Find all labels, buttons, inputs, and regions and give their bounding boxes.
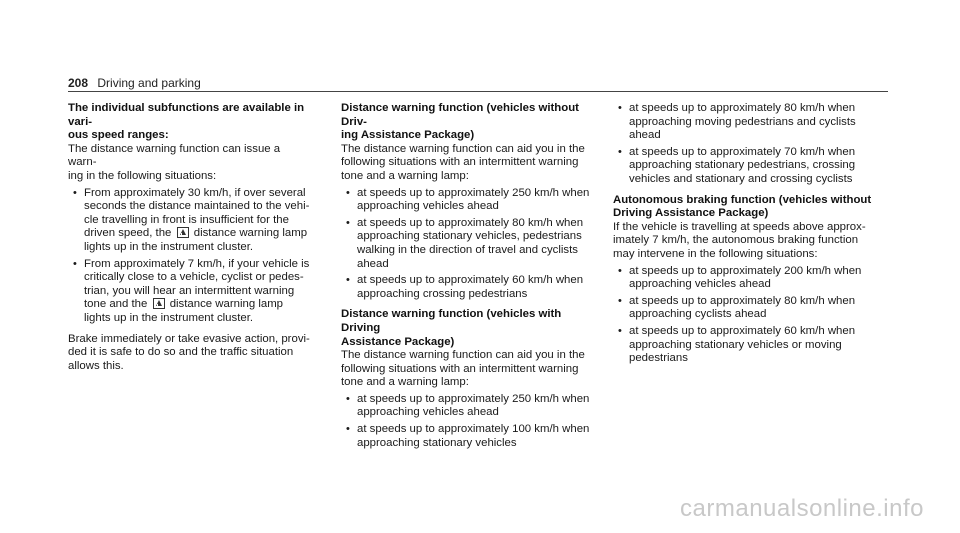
list-item: • at speeds up to approximately 100 km/h when approaching stationary vehicles — [341, 423, 591, 450]
column-right — [613, 102, 873, 366]
speed-list — [613, 102, 873, 187]
section-intro: The distance warning function can aid you in the following situations with an intermittent warning tone and a warning lamp: — [341, 142, 585, 182]
section-intro: The distance warning function can aid you in the following situations with an intermittent warning tone and a warning lamp: — [341, 349, 585, 389]
distance-warning-lamp-icon — [153, 298, 165, 309]
list-item: • at speeds up to approximately 250 km/h when approaching vehicles ahead — [341, 187, 591, 214]
list-item-text: distance warning lamp lights up in the instrument cluster. — [84, 298, 284, 324]
speed-list — [341, 393, 591, 450]
list-item: • at speeds up to approximately 80 km/h when approaching stationary vehicles, pedestrians walking in the direction of travel and cyclists ahead — [341, 217, 591, 271]
list-item: • at speeds up to approximately 80 km/h when approaching cyclists ahead — [613, 295, 873, 322]
page-number: 208 — [68, 76, 89, 90]
section-heading: Distance warning function (vehicles with Driving Assistance Package) — [341, 308, 562, 348]
list-item: • at speeds up to approximately 200 km/h when approaching vehicles ahead — [613, 265, 873, 292]
section-intro: If the vehicle is travelling at speeds above approx- imately 7 km/h, the autonomous braking function may intervene in the following situations: — [613, 220, 866, 260]
speed-list — [613, 265, 873, 366]
list-item: • at speeds up to approximately 250 km/h when approaching vehicles ahead — [341, 393, 591, 420]
header-divider — [68, 91, 888, 92]
situations-list — [68, 187, 310, 326]
subfunctions-heading: The individual subfunctions are available in vari- ous speed ranges: — [68, 102, 305, 142]
column-left — [68, 102, 310, 373]
section-title: Driving and parking — [97, 76, 201, 90]
list-item-text: From approximately 30 km/h, if over several seconds the distance maintained to the vehi-cle travelling in front is insufficient for the driven speed, the — [84, 186, 310, 240]
list-item: • at speeds up to approximately 60 km/h when approaching crossing pedestrians — [341, 274, 591, 301]
intro-paragraph: The distance warning function can issue a warn- ing in the following situations: — [68, 142, 281, 182]
watermark: carmanualsonline.info — [680, 495, 924, 522]
list-item-text: distance warning lamp lights up in the instrument cluster. — [84, 227, 308, 253]
speed-list — [341, 187, 591, 302]
list-item — [68, 187, 310, 255]
column-middle — [341, 102, 591, 450]
list-item-text: From approximately 7 km/h, if your vehicle is critically close to a vehicle, cyclist or pedes-trian, you will hear an intermittent warning tone and the — [84, 257, 310, 311]
list-item: • at speeds up to approximately 80 km/h when approaching moving pedestrians and cyclists ahead — [613, 102, 873, 143]
page-header — [68, 76, 201, 90]
list-item: • at speeds up to approximately 60 km/h when approaching stationary vehicles or moving pedestrians — [613, 325, 873, 366]
section-heading: Autonomous braking function (vehicles without Driving Assistance Package) — [613, 193, 872, 220]
list-item: • at speeds up to approximately 70 km/h when approaching stationary pedestrians, crossing vehicles and stationary and crossing cyclists — [613, 146, 873, 187]
section-heading: Distance warning function (vehicles without Driv- ing Assistance Package) — [341, 102, 579, 142]
list-item — [68, 258, 310, 326]
closing-paragraph: Brake immediately or take evasive action, provi- ded it is safe to do so and the traffic situation allows this. — [68, 332, 310, 372]
distance-warning-lamp-icon — [177, 227, 189, 238]
